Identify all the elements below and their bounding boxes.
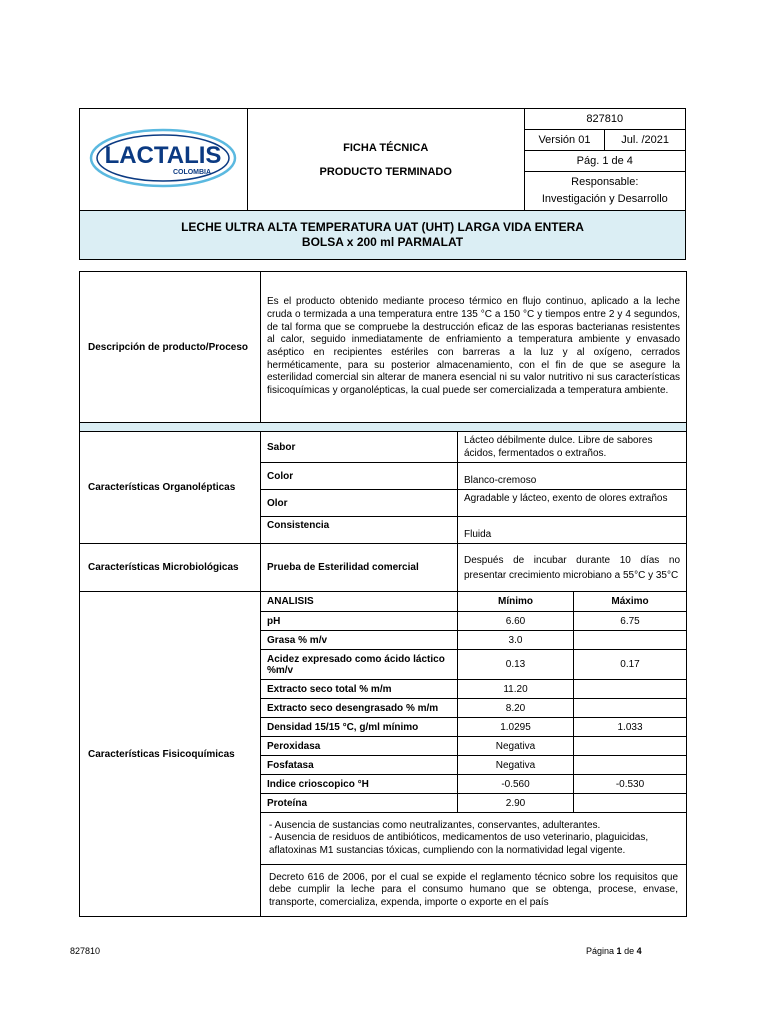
analysis-max: 0.17 [574, 650, 687, 680]
analysis-name: Densidad 15/15 °C, g/ml mínimo [261, 718, 458, 737]
absence-notes [261, 813, 687, 865]
analysis-min: 3.0 [458, 631, 574, 650]
analysis-max: 6.75 [574, 612, 687, 631]
analysis-name: Acidez expresado como ácido láctico %m/v [261, 650, 458, 680]
footer-page [586, 946, 642, 956]
product-banner [79, 210, 686, 260]
absence-note-2: - Ausencia de residuos de antibióticos, medicamentos de uso veterinario, plaguicidas, aflatoxinas M1 sustancias tóxicas, cumpliendo con la normatividad legal vigente. [269, 832, 649, 856]
analysis-max [574, 631, 687, 650]
analysis-max: 1.033 [574, 718, 687, 737]
analysis-min: -0.560 [458, 775, 574, 794]
document-title [247, 109, 524, 211]
min-header: Mínimo [458, 592, 574, 612]
analysis-max: -0.530 [574, 775, 687, 794]
section-spacer [80, 423, 687, 432]
document-code: 827810 [524, 109, 685, 130]
responsible-value: Investigación y Desarrollo [541, 193, 668, 205]
organoleptic-prop: Sabor [261, 432, 458, 463]
analysis-name: Extracto seco total % m/m [261, 680, 458, 699]
footer-page-of: de [624, 946, 635, 956]
spec-table [79, 271, 687, 917]
organoleptic-value: Lácteo débilmente dulce. Libre de sabores ácidos, fermentados o extraños. [458, 432, 687, 463]
analysis-max [574, 699, 687, 718]
footer-code: 827810 [70, 946, 101, 956]
physicochemical-label: Características Fisicoquímicas [80, 592, 261, 917]
analysis-name: Grasa % m/v [261, 631, 458, 650]
analysis-name: Extracto seco desengrasado % m/m [261, 699, 458, 718]
organoleptic-value: Fluida [458, 517, 687, 544]
title-line-2: PRODUCTO TERMINADO [319, 165, 452, 178]
product-name-line-1: LECHE ULTRA ALTA TEMPERATURA UAT (UHT) LARGA VIDA ENTERA [181, 220, 584, 234]
analysis-name: Indice crioscopico °H [261, 775, 458, 794]
organoleptic-value: Agradable y lácteo, exento de olores extraños [458, 490, 687, 517]
document-version: Versión 01 [524, 130, 605, 151]
organoleptic-prop: Olor [261, 490, 458, 517]
footer-page-label: Página [586, 946, 615, 956]
analysis-name: Proteína [261, 794, 458, 813]
analysis-name: pH [261, 612, 458, 631]
document-date: Jul. /2021 [605, 130, 686, 151]
lactalis-logo [88, 127, 238, 189]
description-label: Descripción de producto/Proceso [80, 272, 261, 423]
analysis-max [574, 680, 687, 699]
description-text: Es el producto obtenido mediante proceso térmico en flujo continuo, aplicado a la leche cruda o termizada a una temperatura entre 135 °C a 150 °C y tiempos entre 2 y 4 segundos, de tal forma que se compruebe la destrucción eficaz de las esporas bacterianas resistentes al calor, seguido inmediatamente de enfriamiento a temperatura ambiente y envasado aséptico en recipientes estériles con barreras a la luz y al oxígeno, cerrados herméticamente, para su posterior almacenamiento, con el fin de que se asegure la esterilidad comercial sin alterar de manera esencial ni su valor nutritivo ni sus características fisicoquímicas y organolépticas, la cual puede ser comercializada a temperatura ambiente. [261, 272, 687, 423]
analysis-max [574, 794, 687, 813]
microbiological-label: Características Microbiológicas [80, 544, 261, 592]
organoleptic-prop: Consistencia [261, 517, 458, 544]
analysis-min: 8.20 [458, 699, 574, 718]
analysis-min: 0.13 [458, 650, 574, 680]
microbiological-prop: Prueba de Esterilidad comercial [261, 544, 458, 592]
document-page: Pág. 1 de 4 [524, 151, 685, 172]
microbiological-value: Después de incubar durante 10 días no presentar crecimiento microbiano a 55°C y 35°C [458, 544, 687, 592]
analysis-header: ANALISIS [261, 592, 458, 612]
decree-text: Decreto 616 de 2006, por el cual se expide el reglamento técnico sobre los requisitos que debe cumplir la leche para el consumo humano que se obtenga, procese, envase, transporte, comercializa, expenda, importe o exporte en el país [261, 865, 687, 917]
title-line-1: FICHA TÉCNICA [343, 141, 429, 154]
analysis-name: Fosfatasa [261, 756, 458, 775]
organoleptic-label: Características Organolépticas [80, 432, 261, 544]
logo-subtext: COLOMBIA [173, 169, 212, 176]
logo-cell [80, 109, 248, 211]
analysis-name: Peroxidasa [261, 737, 458, 756]
analysis-min: 11.20 [458, 680, 574, 699]
product-name-line-2: BOLSA x 200 ml PARMALAT [301, 235, 464, 249]
footer-page-num: 1 [616, 946, 622, 956]
responsible-label: Responsable: [571, 176, 639, 188]
max-header: Máximo [574, 592, 687, 612]
analysis-min: Negativa [458, 756, 574, 775]
analysis-min: 1.0295 [458, 718, 574, 737]
analysis-min: 6.60 [458, 612, 574, 631]
responsible-cell [524, 172, 685, 211]
analysis-max [574, 756, 687, 775]
analysis-max [574, 737, 687, 756]
logo-text: LACTALIS [105, 142, 222, 169]
analysis-min: Negativa [458, 737, 574, 756]
document-header [79, 108, 686, 211]
organoleptic-value: Blanco-cremoso [458, 463, 687, 490]
organoleptic-prop: Color [261, 463, 458, 490]
absence-note-1: - Ausencia de sustancias como neutralizantes, conservantes, adulterantes. [269, 820, 601, 832]
footer-page-total: 4 [636, 946, 642, 956]
analysis-min: 2.90 [458, 794, 574, 813]
